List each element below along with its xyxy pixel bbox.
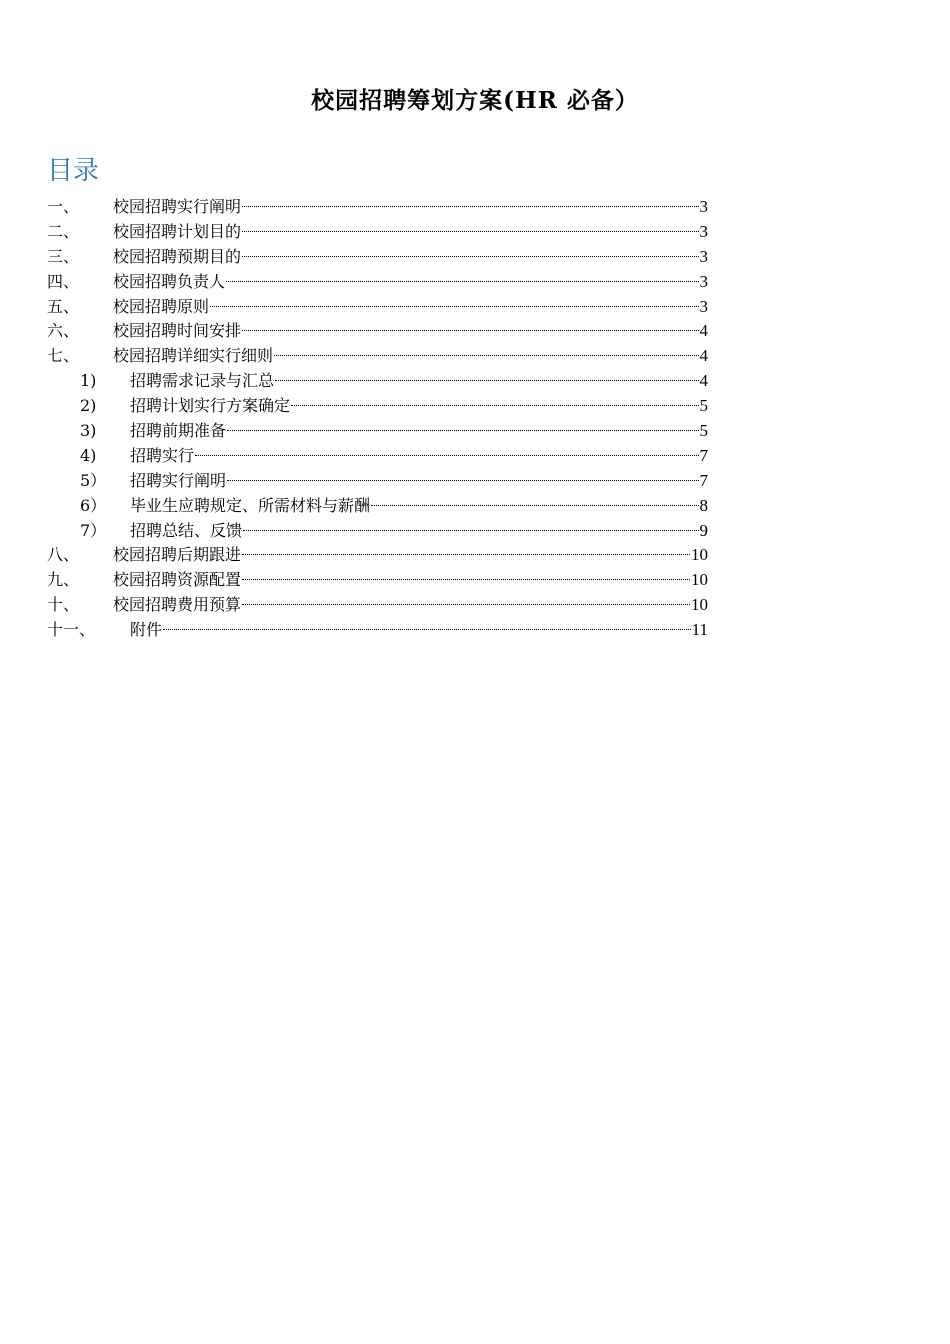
toc-entry[interactable] [47, 195, 708, 220]
toc-leader-dots [371, 505, 698, 506]
toc-entry[interactable] [47, 344, 708, 369]
toc-entry-label: 招聘需求记录与汇总 [130, 371, 275, 391]
toc-leader-dots [242, 206, 698, 207]
toc-entry-page: 4 [699, 346, 708, 366]
toc-entry-page: 10 [691, 545, 708, 565]
toc-entry-number: 5） [80, 470, 107, 490]
toc-entry-number: 四、 [47, 271, 80, 291]
toc-entry-label: 校园招聘原则 [113, 296, 210, 316]
toc-leader-dots [242, 554, 690, 555]
toc-entry[interactable] [47, 220, 708, 245]
toc-entry-label: 校园招聘计划目的 [113, 221, 242, 241]
toc-entry[interactable] [47, 543, 708, 568]
toc-entry-page: 9 [699, 520, 708, 540]
toc-entry-number: 十一、 [47, 620, 96, 640]
toc-entry-page: 3 [699, 271, 708, 291]
toc-entry-page: 5 [699, 396, 708, 416]
toc-entry[interactable] [47, 618, 708, 643]
toc-subentry[interactable] [47, 519, 708, 544]
toc-leader-dots [242, 256, 698, 257]
toc-entry-number: 八、 [47, 545, 80, 565]
toc-entry-number: 三、 [47, 246, 80, 266]
toc-entry-label: 校园招聘资源配置 [113, 570, 242, 590]
toc-entry-label: 校园招聘预期目的 [113, 246, 242, 266]
toc-entry-label: 毕业生应聘规定、所需材料与薪酬 [130, 495, 371, 515]
toc-entry-page: 3 [699, 221, 708, 241]
toc-leader-dots [242, 231, 698, 232]
toc-entry-page: 3 [699, 246, 708, 266]
toc-entry-label: 校园招聘负责人 [113, 271, 226, 291]
toc-entry-page: 3 [699, 197, 708, 216]
toc-heading: 目录 [47, 156, 100, 186]
toc-entry-number: 3) [80, 421, 97, 441]
toc-entry[interactable] [47, 245, 708, 270]
toc-entry[interactable] [47, 270, 708, 295]
toc-entry-label: 校园招聘费用预算 [113, 595, 242, 615]
document-title: 校园招聘筹划方案(HR 必备） [311, 87, 639, 114]
toc-entry-label: 招聘总结、反馈 [130, 520, 243, 540]
toc-entry-number: 7） [80, 520, 107, 540]
toc-entry-label: 校园招聘后期跟进 [113, 545, 242, 565]
toc-subentry[interactable] [47, 369, 708, 394]
toc-entry-page: 10 [691, 595, 708, 615]
toc-entry-page: 8 [699, 495, 708, 515]
toc-entry-number: 七、 [47, 346, 80, 366]
toc-entry-page: 3 [699, 296, 708, 316]
toc-subentry[interactable] [47, 444, 708, 469]
toc-subentry[interactable] [47, 419, 708, 444]
toc-leader-dots [210, 306, 698, 307]
toc-entry[interactable] [47, 568, 708, 593]
toc-entry-page: 4 [699, 321, 708, 341]
toc-leader-dots [291, 405, 698, 406]
toc-entry-page: 7 [699, 445, 708, 465]
toc-leader-dots [274, 355, 698, 356]
table-of-contents [47, 195, 708, 643]
toc-entry[interactable] [47, 319, 708, 344]
toc-leader-dots [242, 604, 690, 605]
toc-entry-label: 附件 [130, 620, 163, 640]
toc-entry-page: 11 [691, 620, 708, 640]
toc-leader-dots [242, 579, 690, 580]
toc-entry-number: 4) [80, 445, 97, 465]
toc-entry-number: 二、 [47, 221, 80, 241]
toc-entry[interactable] [47, 295, 708, 320]
toc-subentry[interactable] [47, 494, 708, 519]
toc-entry-label: 校园招聘时间安排 [113, 321, 242, 341]
toc-entry-number: 2) [80, 396, 97, 416]
toc-entry-number: 6） [80, 495, 107, 515]
toc-entry-number: 五、 [47, 296, 80, 316]
toc-entry-number: 1) [80, 371, 97, 391]
toc-subentry[interactable] [47, 469, 708, 494]
toc-leader-dots [226, 281, 698, 282]
toc-leader-dots [195, 455, 698, 456]
toc-entry-label: 校园招聘实行阐明 [113, 197, 242, 216]
toc-entry-label: 招聘计划实行方案确定 [130, 396, 291, 416]
toc-leader-dots [163, 629, 691, 630]
toc-entry-label: 招聘前期准备 [130, 421, 227, 441]
toc-entry-page: 4 [699, 371, 708, 391]
toc-entry-number: 十、 [47, 595, 80, 615]
toc-leader-dots [275, 380, 698, 381]
toc-entry-page: 5 [699, 421, 708, 441]
toc-leader-dots [227, 480, 698, 481]
toc-entry-label: 招聘实行 [130, 445, 195, 465]
toc-entry-page: 10 [691, 570, 708, 590]
toc-entry-number: 六、 [47, 321, 80, 341]
toc-leader-dots [243, 530, 698, 531]
toc-entry-number: 九、 [47, 570, 80, 590]
toc-entry-label: 招聘实行阐明 [130, 470, 227, 490]
toc-entry-page: 7 [699, 470, 708, 490]
toc-entry-label: 校园招聘详细实行细则 [113, 346, 274, 366]
toc-subentry[interactable] [47, 394, 708, 419]
toc-entry-number: 一、 [47, 197, 80, 216]
toc-entry[interactable] [47, 593, 708, 618]
toc-leader-dots [227, 430, 698, 431]
toc-leader-dots [242, 330, 698, 331]
